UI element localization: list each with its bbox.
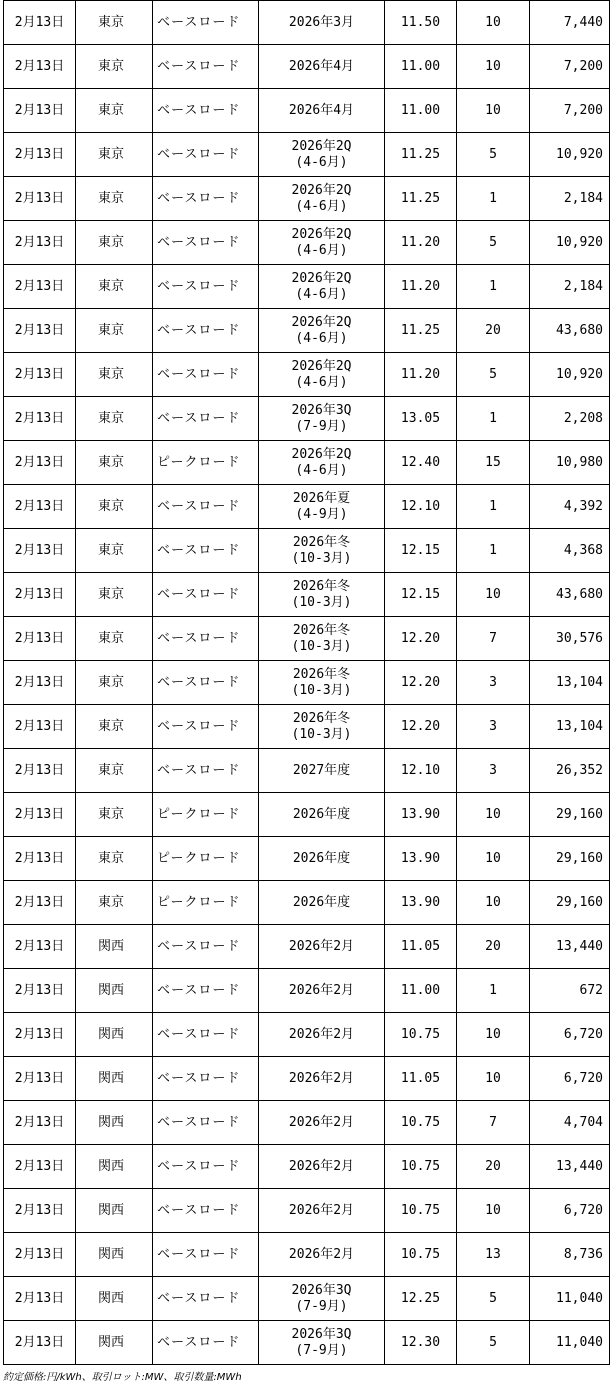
trade-quantity: 10,980 (530, 441, 610, 485)
trade-price: 11.25 (385, 177, 457, 221)
trade-lot: 13 (457, 1233, 530, 1277)
table-row (4, 617, 610, 661)
trade-type: ベースロード (153, 265, 259, 309)
trade-type: ベースロード (153, 529, 259, 573)
trade-area: 東京 (76, 749, 153, 793)
trade-price: 11.05 (385, 1057, 457, 1101)
trade-quantity: 13,104 (530, 705, 610, 749)
period-line2: (10-3月) (291, 594, 352, 610)
trade-lot: 5 (457, 353, 530, 397)
period-line1: 2026年4月 (288, 102, 355, 118)
period-line2: (4-6月) (295, 154, 348, 170)
trade-price: 12.40 (385, 441, 457, 485)
period-line2: (4-6月) (295, 242, 348, 258)
trade-date: 2月13日 (4, 793, 76, 837)
period-line2: (10-3月) (291, 550, 352, 566)
trade-period (259, 573, 385, 617)
trade-date: 2月13日 (4, 133, 76, 177)
trade-period (259, 485, 385, 529)
table-row (4, 133, 610, 177)
trade-quantity: 29,160 (530, 793, 610, 837)
trade-date: 2月13日 (4, 1057, 76, 1101)
trade-price: 11.25 (385, 133, 457, 177)
trade-area: 関西 (76, 969, 153, 1013)
table-row (4, 485, 610, 529)
trade-period (259, 529, 385, 573)
period-line1: 2026年3月 (288, 14, 355, 30)
trade-type: ベースロード (153, 1057, 259, 1101)
table-row (4, 45, 610, 89)
trade-lot: 7 (457, 617, 530, 661)
trade-price: 11.25 (385, 309, 457, 353)
trade-type: ベースロード (153, 485, 259, 529)
trade-price: 12.20 (385, 617, 457, 661)
period-line1: 2026年冬 (292, 578, 351, 594)
trade-period (259, 1321, 385, 1365)
trade-lot: 10 (457, 793, 530, 837)
period-line1: 2026年2Q (291, 446, 352, 462)
trade-area: 関西 (76, 1233, 153, 1277)
footnote: 約定価格:円/kWh、取引ロット:MW、取引数量:MWh (3, 1372, 242, 1383)
period-line1: 2026年冬 (292, 710, 351, 726)
trade-period (259, 1013, 385, 1057)
period-line2: (4-9月) (295, 506, 348, 522)
period-line1: 2026年2月 (288, 1202, 355, 1218)
trade-date: 2月13日 (4, 1321, 76, 1365)
trade-type: ベースロード (153, 133, 259, 177)
trade-price: 11.50 (385, 1, 457, 45)
trade-quantity: 6,720 (530, 1013, 610, 1057)
trade-date: 2月13日 (4, 749, 76, 793)
period-line1: 2026年2Q (291, 358, 352, 374)
trade-date: 2月13日 (4, 1013, 76, 1057)
trade-lot: 10 (457, 573, 530, 617)
table-row (4, 661, 610, 705)
trade-price: 10.75 (385, 1189, 457, 1233)
trade-area: 東京 (76, 661, 153, 705)
trade-type: ベースロード (153, 1321, 259, 1365)
trade-date: 2月13日 (4, 1277, 76, 1321)
trade-area: 関西 (76, 1189, 153, 1233)
trade-type: ベースロード (153, 309, 259, 353)
trade-quantity: 43,680 (530, 573, 610, 617)
trade-type: ベースロード (153, 1101, 259, 1145)
trade-date: 2月13日 (4, 1, 76, 45)
trade-lot: 5 (457, 133, 530, 177)
trade-date: 2月13日 (4, 353, 76, 397)
table-row (4, 441, 610, 485)
trade-table-body (4, 1, 610, 1365)
trade-type: ベースロード (153, 749, 259, 793)
trade-lot: 20 (457, 925, 530, 969)
trade-date: 2月13日 (4, 441, 76, 485)
trade-date: 2月13日 (4, 925, 76, 969)
trade-lot: 10 (457, 89, 530, 133)
trade-quantity: 11,040 (530, 1277, 610, 1321)
table-row (4, 1233, 610, 1277)
trade-type: ベースロード (153, 925, 259, 969)
trade-period (259, 397, 385, 441)
period-line1: 2026年3Q (291, 402, 352, 418)
trade-area: 東京 (76, 133, 153, 177)
trade-area: 東京 (76, 793, 153, 837)
table-row (4, 969, 610, 1013)
trade-type: ピークロード (153, 837, 259, 881)
trade-price: 12.20 (385, 661, 457, 705)
trade-period (259, 353, 385, 397)
period-line2: (4-6月) (295, 198, 348, 214)
trade-date: 2月13日 (4, 221, 76, 265)
trade-price: 10.75 (385, 1233, 457, 1277)
trade-date: 2月13日 (4, 661, 76, 705)
period-line1: 2026年2Q (291, 226, 352, 242)
trade-lot: 1 (457, 529, 530, 573)
trade-area: 東京 (76, 441, 153, 485)
trade-price: 13.90 (385, 793, 457, 837)
period-line1: 2027年度 (292, 762, 351, 778)
trade-quantity: 10,920 (530, 353, 610, 397)
trade-date: 2月13日 (4, 89, 76, 133)
trade-price: 11.00 (385, 89, 457, 133)
trade-quantity: 7,440 (530, 1, 610, 45)
trade-quantity: 7,200 (530, 45, 610, 89)
trade-type: ベースロード (153, 1, 259, 45)
trade-period (259, 45, 385, 89)
trade-quantity: 2,208 (530, 397, 610, 441)
trade-period (259, 89, 385, 133)
period-line1: 2026年2月 (288, 938, 355, 954)
trade-lot: 3 (457, 705, 530, 749)
table-row (4, 837, 610, 881)
period-line1: 2026年度 (292, 894, 351, 910)
trade-quantity: 4,392 (530, 485, 610, 529)
trade-quantity: 6,720 (530, 1189, 610, 1233)
trade-period (259, 309, 385, 353)
period-line1: 2026年4月 (288, 58, 355, 74)
table-row (4, 177, 610, 221)
table-row (4, 1057, 610, 1101)
trade-date: 2月13日 (4, 529, 76, 573)
period-line2: (7-9月) (295, 1342, 348, 1358)
trade-lot: 10 (457, 1057, 530, 1101)
trade-quantity: 43,680 (530, 309, 610, 353)
trade-period (259, 837, 385, 881)
trade-type: ベースロード (153, 353, 259, 397)
period-line1: 2026年2Q (291, 182, 352, 198)
trade-period (259, 881, 385, 925)
trade-type: ベースロード (153, 573, 259, 617)
trade-price: 11.05 (385, 925, 457, 969)
table-row (4, 309, 610, 353)
trade-price: 12.10 (385, 485, 457, 529)
trade-date: 2月13日 (4, 617, 76, 661)
period-line1: 2026年冬 (292, 622, 351, 638)
trade-lot: 10 (457, 1189, 530, 1233)
period-line1: 2026年度 (292, 850, 351, 866)
trade-date: 2月13日 (4, 573, 76, 617)
trade-price: 12.20 (385, 705, 457, 749)
trade-area: 東京 (76, 89, 153, 133)
trade-area: 関西 (76, 925, 153, 969)
trade-quantity: 26,352 (530, 749, 610, 793)
trade-lot: 10 (457, 881, 530, 925)
trade-date: 2月13日 (4, 1189, 76, 1233)
trade-price: 13.05 (385, 397, 457, 441)
trade-lot: 10 (457, 837, 530, 881)
trade-period (259, 441, 385, 485)
trade-price: 12.10 (385, 749, 457, 793)
trade-lot: 5 (457, 1321, 530, 1365)
trade-area: 東京 (76, 485, 153, 529)
trade-area: 関西 (76, 1321, 153, 1365)
table-row (4, 89, 610, 133)
table-row (4, 529, 610, 573)
period-line2: (10-3月) (291, 726, 352, 742)
trade-type: ベースロード (153, 221, 259, 265)
period-line1: 2026年冬 (292, 666, 351, 682)
trade-date: 2月13日 (4, 45, 76, 89)
trade-type: ベースロード (153, 1233, 259, 1277)
period-line1: 2026年2月 (288, 1114, 355, 1130)
trade-price: 11.20 (385, 265, 457, 309)
table-row (4, 1277, 610, 1321)
trade-area: 東京 (76, 177, 153, 221)
trade-type: ベースロード (153, 1013, 259, 1057)
table-row (4, 705, 610, 749)
trade-area: 関西 (76, 1145, 153, 1189)
trade-date: 2月13日 (4, 309, 76, 353)
trade-area: 東京 (76, 265, 153, 309)
table-row (4, 793, 610, 837)
trade-type: ベースロード (153, 45, 259, 89)
period-line2: (4-6月) (295, 330, 348, 346)
trade-period (259, 705, 385, 749)
trade-area: 関西 (76, 1277, 153, 1321)
trade-period (259, 1233, 385, 1277)
table-row (4, 925, 610, 969)
trade-date: 2月13日 (4, 265, 76, 309)
table-row (4, 353, 610, 397)
trade-area: 東京 (76, 881, 153, 925)
trade-lot: 10 (457, 45, 530, 89)
trade-lot: 15 (457, 441, 530, 485)
trade-period (259, 1, 385, 45)
trade-price: 12.15 (385, 529, 457, 573)
trade-quantity: 10,920 (530, 133, 610, 177)
trade-area: 東京 (76, 573, 153, 617)
period-line1: 2026年2Q (291, 314, 352, 330)
table-row (4, 1, 610, 45)
period-line1: 2026年3Q (291, 1326, 352, 1342)
trade-date: 2月13日 (4, 1145, 76, 1189)
trade-period (259, 1145, 385, 1189)
trade-lot: 20 (457, 1145, 530, 1189)
period-line1: 2026年2月 (288, 1026, 355, 1042)
period-line1: 2026年2月 (288, 1246, 355, 1262)
period-line1: 2026年冬 (292, 534, 351, 550)
trade-area: 東京 (76, 353, 153, 397)
trade-price: 13.90 (385, 881, 457, 925)
trade-quantity: 13,440 (530, 925, 610, 969)
trade-quantity: 10,920 (530, 221, 610, 265)
trade-quantity: 672 (530, 969, 610, 1013)
trade-period (259, 661, 385, 705)
trade-date: 2月13日 (4, 881, 76, 925)
period-line2: (10-3月) (291, 638, 352, 654)
period-line2: (10-3月) (291, 682, 352, 698)
table-row (4, 1145, 610, 1189)
trade-lot: 10 (457, 1, 530, 45)
trade-area: 関西 (76, 1057, 153, 1101)
period-line1: 2026年2月 (288, 1158, 355, 1174)
period-line2: (4-6月) (295, 374, 348, 390)
trade-table (3, 0, 610, 1365)
trade-lot: 1 (457, 485, 530, 529)
period-line1: 2026年3Q (291, 1282, 352, 1298)
trade-type: ベースロード (153, 89, 259, 133)
trade-type: ベースロード (153, 661, 259, 705)
trade-date: 2月13日 (4, 705, 76, 749)
period-line1: 2026年2Q (291, 138, 352, 154)
period-line1: 2026年夏 (292, 490, 351, 506)
trade-date: 2月13日 (4, 1101, 76, 1145)
trade-type: ベースロード (153, 617, 259, 661)
period-line2: (7-9月) (295, 1298, 348, 1314)
trade-lot: 1 (457, 969, 530, 1013)
trade-date: 2月13日 (4, 485, 76, 529)
trade-type: ピークロード (153, 441, 259, 485)
trade-quantity: 8,736 (530, 1233, 610, 1277)
trade-period (259, 793, 385, 837)
trade-type: ベースロード (153, 1145, 259, 1189)
trade-price: 12.25 (385, 1277, 457, 1321)
table-row (4, 1189, 610, 1233)
table-row (4, 881, 610, 925)
trade-period (259, 265, 385, 309)
trade-date: 2月13日 (4, 177, 76, 221)
trade-area: 東京 (76, 309, 153, 353)
trade-area: 関西 (76, 1013, 153, 1057)
trade-type: ベースロード (153, 705, 259, 749)
trade-lot: 10 (457, 1013, 530, 1057)
trade-price: 11.20 (385, 353, 457, 397)
trade-quantity: 13,440 (530, 1145, 610, 1189)
trade-area: 関西 (76, 1101, 153, 1145)
trade-area: 東京 (76, 529, 153, 573)
trade-lot: 5 (457, 221, 530, 265)
trade-lot: 1 (457, 177, 530, 221)
trade-date: 2月13日 (4, 969, 76, 1013)
trade-quantity: 6,720 (530, 1057, 610, 1101)
trade-area: 東京 (76, 1, 153, 45)
trade-period (259, 221, 385, 265)
trade-lot: 7 (457, 1101, 530, 1145)
trade-quantity: 29,160 (530, 837, 610, 881)
table-row (4, 221, 610, 265)
trade-type: ベースロード (153, 1189, 259, 1233)
trade-quantity: 2,184 (530, 265, 610, 309)
period-line2: (4-6月) (295, 462, 348, 478)
table-row (4, 1321, 610, 1365)
period-line2: (4-6月) (295, 286, 348, 302)
trade-lot: 3 (457, 749, 530, 793)
table-row (4, 1101, 610, 1145)
table-row (4, 397, 610, 441)
trade-period (259, 925, 385, 969)
trade-type: ピークロード (153, 881, 259, 925)
trade-area: 東京 (76, 705, 153, 749)
trade-period (259, 749, 385, 793)
trade-price: 11.20 (385, 221, 457, 265)
trade-area: 東京 (76, 45, 153, 89)
trade-type: ベースロード (153, 397, 259, 441)
trade-price: 12.30 (385, 1321, 457, 1365)
trade-area: 東京 (76, 617, 153, 661)
trade-type: ベースロード (153, 177, 259, 221)
trade-date: 2月13日 (4, 1233, 76, 1277)
table-row (4, 265, 610, 309)
period-line1: 2026年2月 (288, 982, 355, 998)
period-line2: (7-9月) (295, 418, 348, 434)
trade-area: 東京 (76, 837, 153, 881)
trade-quantity: 29,160 (530, 881, 610, 925)
trade-date: 2月13日 (4, 837, 76, 881)
trade-quantity: 7,200 (530, 89, 610, 133)
period-line1: 2026年2月 (288, 1070, 355, 1086)
trade-type: ベースロード (153, 969, 259, 1013)
trade-type: ベースロード (153, 1277, 259, 1321)
trade-quantity: 30,576 (530, 617, 610, 661)
trade-quantity: 13,104 (530, 661, 610, 705)
trade-date: 2月13日 (4, 397, 76, 441)
table-row (4, 1013, 610, 1057)
trade-area: 東京 (76, 397, 153, 441)
trade-quantity: 4,368 (530, 529, 610, 573)
trade-area: 東京 (76, 221, 153, 265)
trade-lot: 1 (457, 265, 530, 309)
trade-lot: 1 (457, 397, 530, 441)
trade-quantity: 4,704 (530, 1101, 610, 1145)
trade-period (259, 1057, 385, 1101)
trade-lot: 5 (457, 1277, 530, 1321)
trade-lot: 3 (457, 661, 530, 705)
trade-price: 13.90 (385, 837, 457, 881)
period-line1: 2026年2Q (291, 270, 352, 286)
trade-type: ピークロード (153, 793, 259, 837)
trade-period (259, 969, 385, 1013)
trade-period (259, 1101, 385, 1145)
trade-price: 11.00 (385, 969, 457, 1013)
trade-price: 12.15 (385, 573, 457, 617)
trade-price: 10.75 (385, 1013, 457, 1057)
trade-quantity: 11,040 (530, 1321, 610, 1365)
trade-price: 10.75 (385, 1101, 457, 1145)
trade-period (259, 1189, 385, 1233)
trade-quantity: 2,184 (530, 177, 610, 221)
table-row (4, 749, 610, 793)
trade-period (259, 1277, 385, 1321)
table-row (4, 573, 610, 617)
period-line1: 2026年度 (292, 806, 351, 822)
trade-price: 10.75 (385, 1145, 457, 1189)
trade-period (259, 617, 385, 661)
trade-price: 11.00 (385, 45, 457, 89)
trade-period (259, 177, 385, 221)
trade-lot: 20 (457, 309, 530, 353)
trade-period (259, 133, 385, 177)
